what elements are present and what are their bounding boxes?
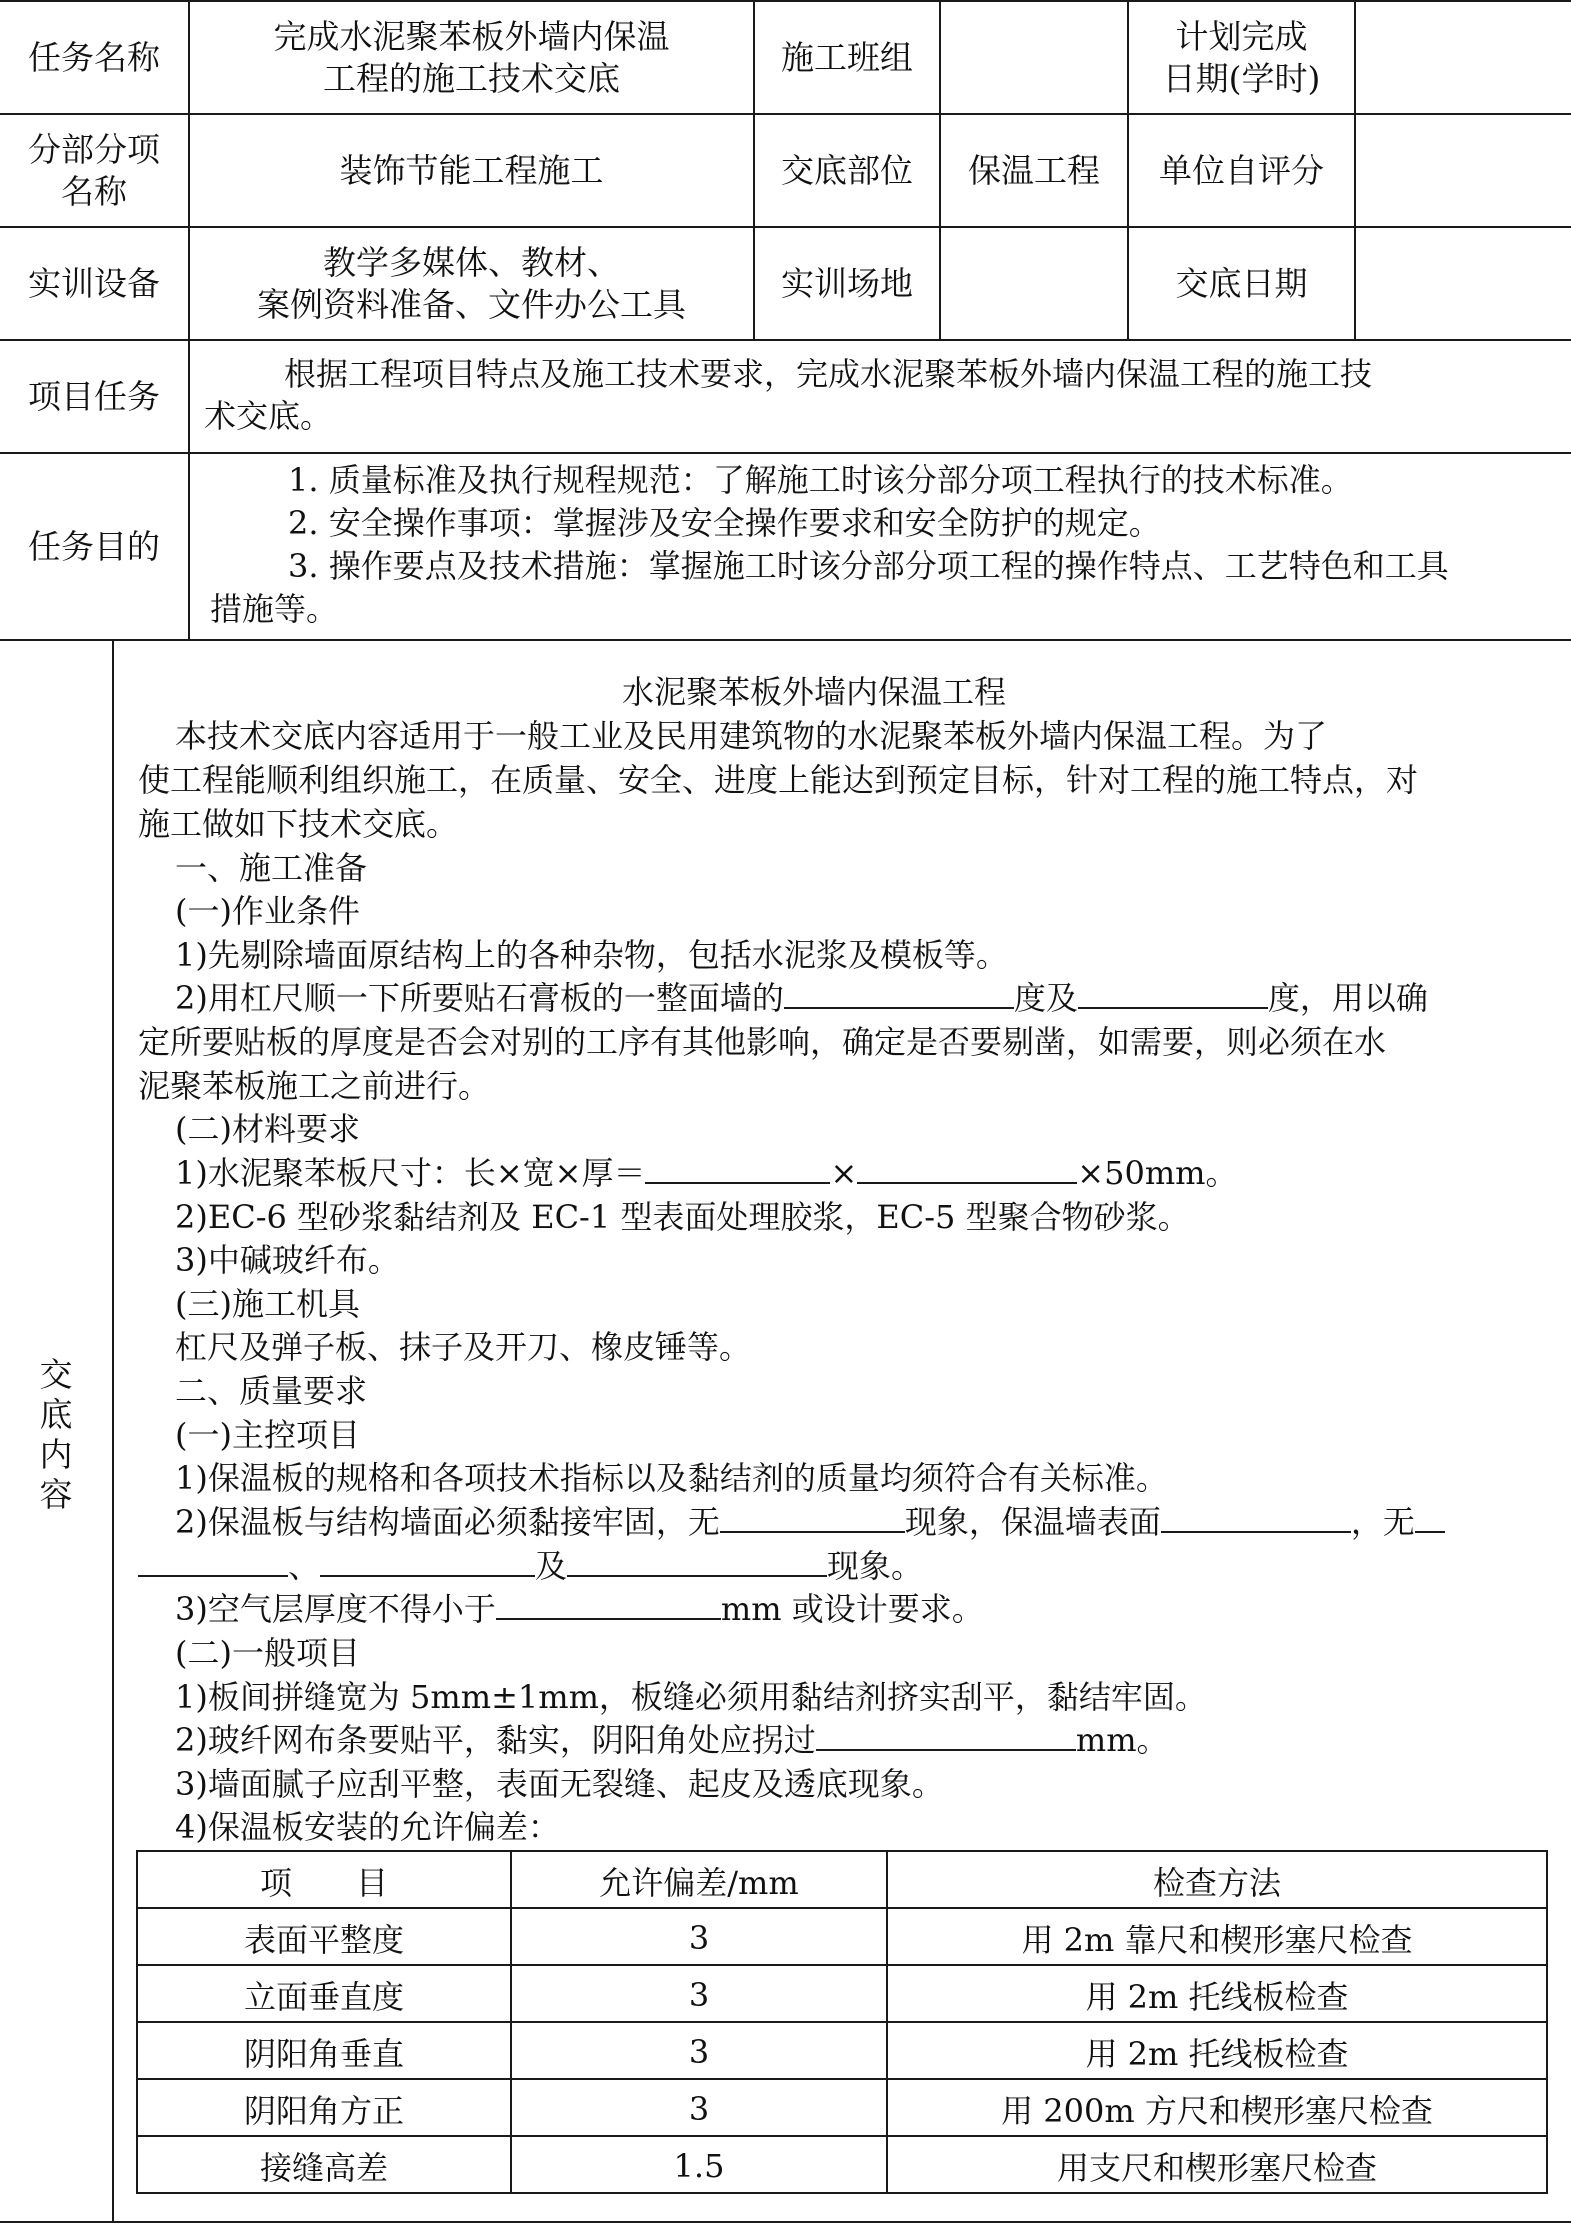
fill-blank[interactable] xyxy=(567,1545,827,1577)
section-2-2-item-3: 3)墙面腻子应刮平整，表面无裂缝、起皮及透底现象。 xyxy=(175,1765,944,1803)
table-header-item: 项 目 xyxy=(259,1863,388,1902)
team-label: 施工班组 xyxy=(781,37,913,77)
project-task-text: 根据工程项目特点及施工技术要求，完成水泥聚苯板外墙内保温工程的施工技 xyxy=(284,355,1373,393)
content-intro-1: 本技术交底内容适用于一般工业及民用建筑物的水泥聚苯板外墙内保温工程。为了 xyxy=(175,717,1328,755)
section-1-2-item-3: 3)中碱玻纤布。 xyxy=(175,1241,400,1279)
table-cell-method: 用支尺和楔形塞尺检查 xyxy=(1056,2148,1377,2187)
task-goal-item-3: 3. 操作要点及技术措施：掌握施工时该分部分项工程的操作特点、工艺特色和工具 xyxy=(288,547,1449,585)
fill-blank[interactable] xyxy=(1415,1501,1445,1533)
equipment-label: 实训设备 xyxy=(28,263,160,303)
rule xyxy=(0,2221,1571,2223)
site-value[interactable] xyxy=(941,228,1127,339)
section-2-1-item-2-cont: 、 及 现象。 xyxy=(138,1545,923,1587)
table-cell-tolerance: 3 xyxy=(688,1975,710,2014)
task-goal-label: 任务目的 xyxy=(28,526,160,566)
subitem-value: 装饰节能工程施工 xyxy=(339,150,604,190)
rule xyxy=(0,639,1571,641)
section-1-2-item-2: 2)EC-6 型砂浆黏结剂及 EC-1 型表面处理胶浆，EC-5 型聚合物砂浆。 xyxy=(175,1198,1190,1236)
fill-blank[interactable] xyxy=(496,1588,721,1620)
table-header-tolerance: 允许偏差/mm xyxy=(599,1863,799,1902)
section-1-1-heading: (一)作业条件 xyxy=(175,892,360,930)
table-cell-item: 阴阳角方正 xyxy=(243,2091,404,2130)
fill-blank[interactable] xyxy=(1078,977,1268,1009)
brief-date-label: 交底日期 xyxy=(1175,263,1308,303)
section-1-2-heading: (二)材料要求 xyxy=(175,1110,360,1148)
section-1-1-item-2-cont2: 泥聚苯板施工之前进行。 xyxy=(138,1067,491,1105)
self-score-value[interactable] xyxy=(1356,115,1571,226)
section-2-heading: 二、质量要求 xyxy=(175,1372,368,1410)
rule xyxy=(112,640,114,2223)
fill-blank[interactable] xyxy=(857,1152,1077,1184)
section-2-1-heading: (一)主控项目 xyxy=(175,1416,360,1454)
section-1-heading: 一、施工准备 xyxy=(175,849,368,887)
content-title: 水泥聚苯板外墙内保温工程 xyxy=(622,673,1007,711)
table-cell-tolerance: 1.5 xyxy=(673,2146,725,2185)
section-2-1-item-3: 3)空气层厚度不得小于 mm 或设计要求。 xyxy=(175,1590,984,1628)
fill-blank[interactable] xyxy=(1161,1501,1351,1533)
project-task-label: 项目任务 xyxy=(28,376,160,416)
project-task-text-cont: 术交底。 xyxy=(204,397,333,435)
section-1-3-heading: (三)施工机具 xyxy=(175,1285,360,1323)
brief-date-value[interactable] xyxy=(1356,228,1571,339)
fill-blank[interactable] xyxy=(320,1545,535,1577)
section-1-2-item-1: 1)水泥聚苯板尺寸：长×宽×厚＝ × ×50mm。 xyxy=(175,1154,1238,1192)
section-2-2-item-1: 1)板间拼缝宽为 5mm±1mm，板缝必须用黏结剂挤实刮平，黏结牢固。 xyxy=(175,1678,1207,1716)
rule xyxy=(1546,1850,1548,2194)
subitem-label: 分部分项 名称 xyxy=(28,129,160,211)
task-goal-item-3-cont: 措施等。 xyxy=(210,590,339,628)
rule xyxy=(0,452,1571,454)
section-1-1-item-1: 1)先剔除墙面原结构上的各种杂物，包括水泥浆及模板等。 xyxy=(175,936,1008,974)
fill-blank[interactable] xyxy=(720,1501,905,1533)
fill-blank[interactable] xyxy=(138,1545,288,1577)
content-intro-3: 施工做如下技术交底。 xyxy=(138,805,459,843)
section-1-1-item-2-cont: 定所要贴板的厚度是否会对别的工序有其他影响，确定是否要剔凿，如需要，则必须在水 xyxy=(138,1023,1387,1061)
section-2-2-item-2: 2)玻纤网布条要贴平，黏实，阴阳角处应拐过 mm。 xyxy=(175,1721,1169,1759)
section-2-2-heading: (二)一般项目 xyxy=(175,1634,360,1672)
task-goal-item-2: 2. 安全操作事项：掌握涉及安全操作要求和安全防护的规定。 xyxy=(288,504,1161,542)
table-cell-item: 表面平整度 xyxy=(243,1920,404,1959)
section-1-1-item-2: 2)用杠尺顺一下所要贴石膏板的一整面墙的 度及 度，用以确 xyxy=(175,979,1428,1017)
content-side-label: 交 底 内 容 xyxy=(39,1355,73,1514)
table-cell-method: 用 2m 托线板检查 xyxy=(1085,2034,1349,2073)
part-value: 保温工程 xyxy=(968,150,1100,190)
table-cell-item: 接缝高差 xyxy=(259,2148,388,2187)
content-intro-2: 使工程能顺利组织施工，在质量、安全、进度上能达到预定目标，针对工程的施工特点，对 xyxy=(138,761,1419,799)
section-2-1-item-2: 2)保温板与结构墙面必须黏接牢固，无 现象，保温墙表面 ，无 xyxy=(175,1501,1445,1543)
table-cell-item: 阴阳角垂直 xyxy=(243,2034,404,2073)
table-cell-tolerance: 3 xyxy=(688,2032,710,2071)
section-2-2-item-4: 4)保温板安装的允许偏差： xyxy=(175,1808,560,1846)
table-cell-tolerance: 3 xyxy=(688,2089,710,2128)
rule xyxy=(0,339,1571,341)
table-cell-method: 用 2m 靠尺和楔形塞尺检查 xyxy=(1021,1920,1413,1959)
part-label: 交底部位 xyxy=(781,150,913,190)
table-cell-item: 立面垂直度 xyxy=(243,1977,404,2016)
team-value[interactable] xyxy=(941,2,1127,113)
section-1-3-item-1: 杠尺及弹子板、抹子及开刀、橡皮锤等。 xyxy=(175,1328,752,1366)
task-name-label: 任务名称 xyxy=(28,37,160,77)
site-label: 实训场地 xyxy=(781,263,913,303)
fill-blank[interactable] xyxy=(645,1152,830,1184)
table-cell-method: 用 2m 托线板检查 xyxy=(1085,1977,1349,2016)
table-cell-tolerance: 3 xyxy=(688,1918,710,1957)
equipment-value: 教学多媒体、教材、 案例资料准备、文件办公工具 xyxy=(257,242,686,324)
section-2-1-item-1: 1)保温板的规格和各项技术指标以及黏结剂的质量均须符合有关标准。 xyxy=(175,1459,1168,1497)
plan-date-label: 计划完成 日期(学时) xyxy=(1162,16,1321,98)
self-score-label: 单位自评分 xyxy=(1159,150,1324,190)
table-cell-method: 用 200m 方尺和楔形塞尺检查 xyxy=(1001,2091,1433,2130)
task-goal-item-1: 1. 质量标准及执行规程规范：了解施工时该分部分项工程执行的技术标准。 xyxy=(288,461,1353,499)
plan-date-value[interactable] xyxy=(1356,2,1571,113)
table-header-method: 检查方法 xyxy=(1152,1863,1281,1902)
fill-blank[interactable] xyxy=(816,1719,1076,1751)
task-name-value: 完成水泥聚苯板外墙内保温 工程的施工技术交底 xyxy=(273,16,670,98)
fill-blank[interactable] xyxy=(784,977,1014,1009)
